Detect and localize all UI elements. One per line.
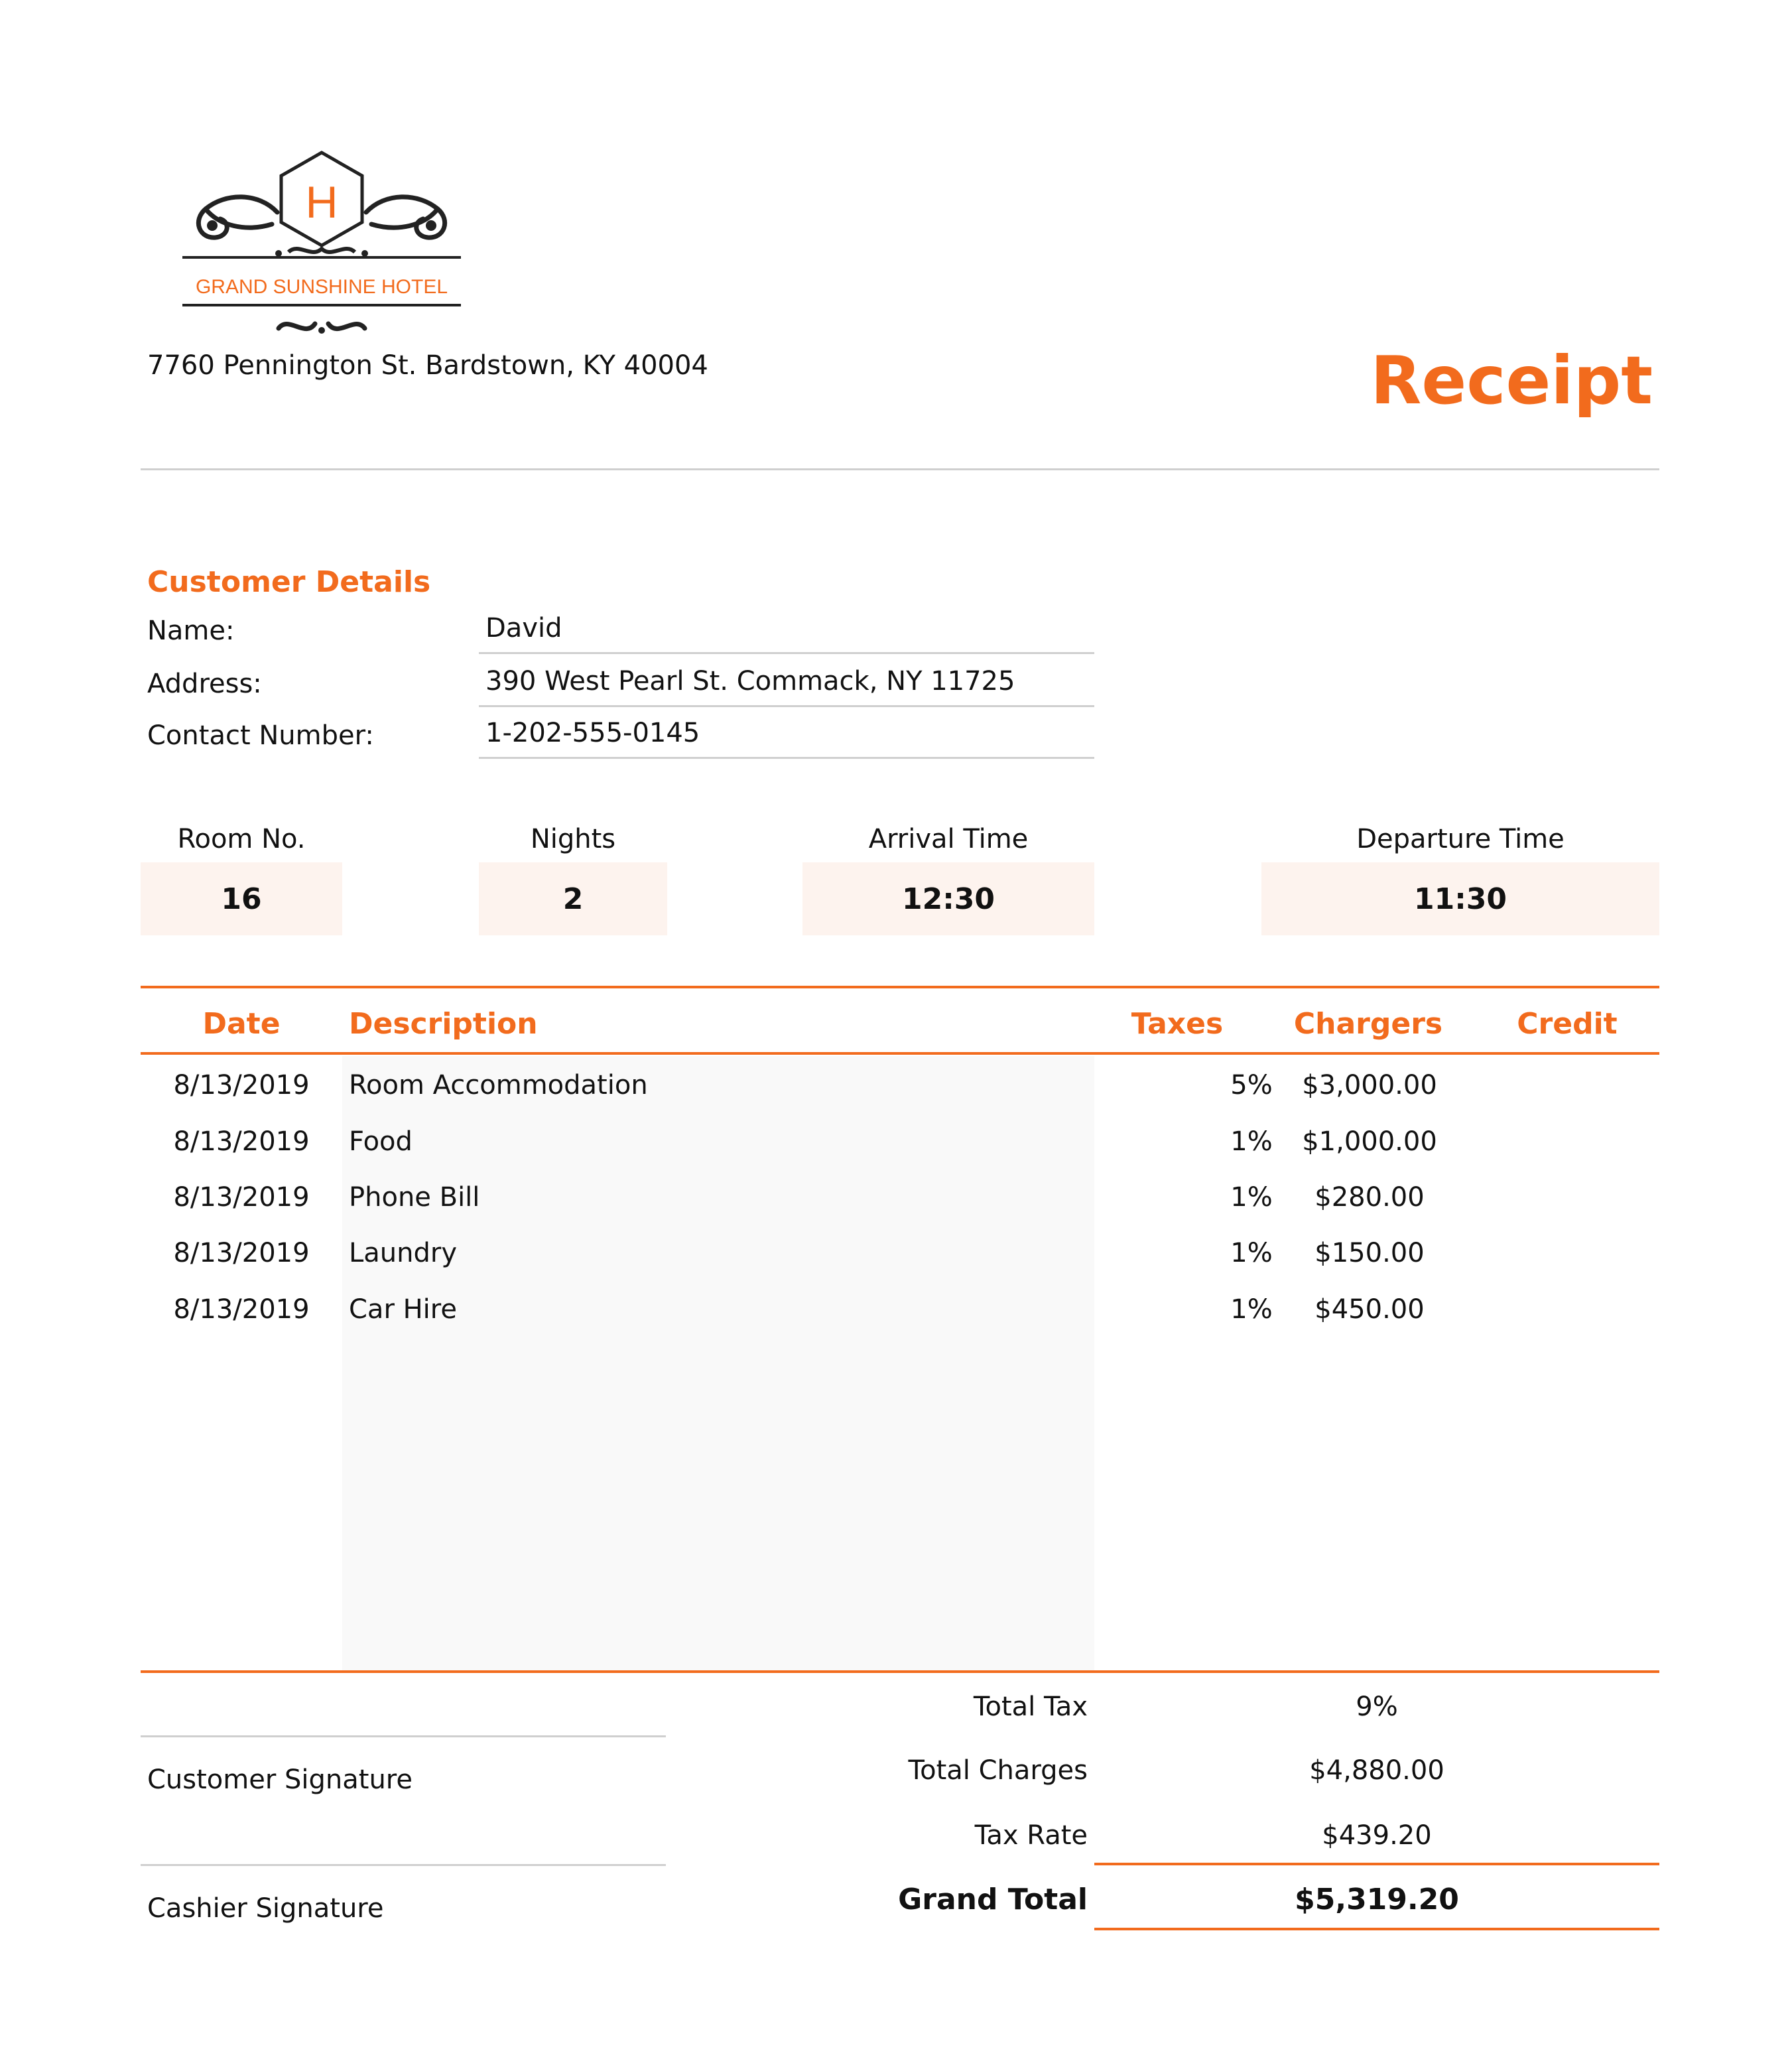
row-date: 8/13/2019 <box>173 1126 310 1157</box>
table-bottom-rule <box>141 1670 1659 1673</box>
row-date: 8/13/2019 <box>173 1238 310 1268</box>
page-title: Receipt <box>1370 342 1653 419</box>
row-charge: $3,000.00 <box>1302 1070 1437 1101</box>
table-row <box>141 1114 1659 1169</box>
credit-header: Credit <box>1517 1007 1618 1041</box>
row-description: Car Hire <box>349 1294 457 1325</box>
customer-signature-label: Customer Signature <box>147 1765 413 1795</box>
contact-field: 1-202-555-0145 <box>479 718 1094 759</box>
address-label: Address: <box>147 669 262 699</box>
row-date: 8/13/2019 <box>173 1182 310 1213</box>
table-row <box>141 1282 1659 1337</box>
row-charge: $150.00 <box>1314 1238 1425 1268</box>
charges-header: Chargers <box>1293 1007 1443 1041</box>
row-charge: $280.00 <box>1314 1182 1425 1213</box>
tax-rate-label: Tax Rate <box>974 1820 1088 1851</box>
table-row <box>141 1169 1659 1225</box>
row-charge: $450.00 <box>1314 1294 1425 1325</box>
date-header: Date <box>202 1007 281 1041</box>
row-tax: 5% <box>1230 1070 1273 1101</box>
header-bottom-rule <box>141 1052 1659 1055</box>
logo-text: GRAND SUNSHINE HOTEL <box>195 276 448 298</box>
name-label: Name: <box>147 616 235 646</box>
address-field: 390 West Pearl St. Commack, NY 11725 <box>479 666 1094 707</box>
nights-label: Nights <box>530 824 616 854</box>
total-tax-value: 9% <box>1356 1692 1398 1722</box>
row-description: Room Accommodation <box>349 1070 648 1101</box>
total-charges-label: Total Charges <box>908 1755 1088 1786</box>
contact-label: Contact Number: <box>147 720 374 751</box>
room-no-value: 16 <box>141 862 342 935</box>
grand-total-bottom-rule <box>1094 1928 1659 1930</box>
cashier-signature-line <box>141 1864 666 1866</box>
hotel-address: 7760 Pennington St. Bardstown, KY 40004 <box>147 350 708 381</box>
header-divider <box>141 468 1659 470</box>
grand-total-value: $5,319.20 <box>1295 1883 1459 1916</box>
customer-details-heading: Customer Details <box>147 565 431 599</box>
arrival-time-label: Arrival Time <box>868 824 1029 854</box>
tax-rate-value: $439.20 <box>1322 1820 1432 1851</box>
row-date: 8/13/2019 <box>173 1294 310 1325</box>
row-tax: 1% <box>1230 1294 1273 1325</box>
row-date: 8/13/2019 <box>173 1070 310 1101</box>
total-tax-label: Total Tax <box>973 1692 1088 1722</box>
row-description: Food <box>349 1126 413 1157</box>
customer-signature-line <box>141 1735 666 1737</box>
departure-time-value: 11:30 <box>1261 862 1659 935</box>
row-description: Phone Bill <box>349 1182 480 1213</box>
table-top-rule <box>141 986 1659 988</box>
nights-value: 2 <box>479 862 667 935</box>
room-no-label: Room No. <box>177 824 306 854</box>
row-charge: $1,000.00 <box>1302 1126 1437 1157</box>
row-description: Laundry <box>349 1238 458 1268</box>
total-charges-value: $4,880.00 <box>1309 1755 1444 1786</box>
departure-time-label: Departure Time <box>1356 824 1565 854</box>
table-row <box>141 1225 1659 1281</box>
taxes-header: Taxes <box>1131 1007 1224 1041</box>
row-tax: 1% <box>1230 1238 1273 1268</box>
table-row <box>141 1057 1659 1113</box>
grand-total-label: Grand Total <box>898 1883 1088 1916</box>
cashier-signature-label: Cashier Signature <box>147 1893 384 1924</box>
arrival-time-value: 12:30 <box>802 862 1094 935</box>
description-header: Description <box>349 1007 538 1041</box>
row-tax: 1% <box>1230 1126 1273 1157</box>
grand-total-top-rule <box>1094 1863 1659 1865</box>
name-field: David <box>479 613 1094 654</box>
hotel-logo <box>179 146 464 345</box>
row-tax: 1% <box>1230 1182 1273 1213</box>
logo-letter: H <box>305 177 338 228</box>
